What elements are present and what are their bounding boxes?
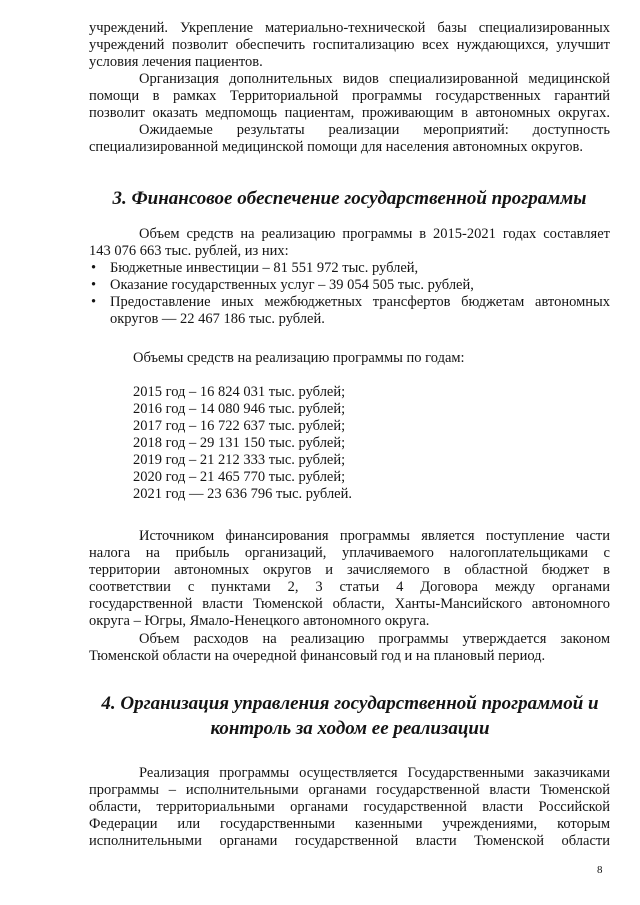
section-4-paragraph: [89, 765, 610, 850]
text-line: учреждений. Укрепление материально-технической базы специализированных: [89, 20, 610, 36]
section-4-heading-line-2: контроль за ходом ее реализации: [210, 718, 490, 739]
text-line: Тюменской области на очередной финансовый год и на плановый период.: [89, 648, 546, 664]
text-line: Объем расходов на реализацию программы утверждается законом: [139, 631, 610, 647]
text-line: исполнительными органами государственной власти Тюменской области: [89, 833, 610, 849]
total-funding-paragraph: [89, 226, 610, 260]
funding-source-paragraph: [89, 528, 610, 630]
list-item: • Оказание государственных услуг – 39 054 505 тыс. рублей,: [91, 277, 474, 293]
text-line: учреждений позволит обеспечить госпитализацию всех нуждающихся, улучшит: [89, 37, 610, 53]
text-line: Федерации или государственными казенными учреждениями, которым: [89, 816, 610, 832]
text-line: территории автономных округов и зачисляемого в областной бюджет в: [89, 562, 610, 578]
funding-bullet-list: [89, 260, 610, 328]
text-line: позволит оказать медпомощь пациентам, проживающим в автономных округах.: [89, 105, 610, 121]
text-line: условия лечения пациентов.: [89, 54, 263, 70]
year-item: 2021 год — 23 636 796 тыс. рублей.: [133, 486, 353, 502]
year-item: 2020 год – 21 465 770 тыс. рублей;: [133, 469, 346, 485]
year-item: 2016 год – 14 080 946 тыс. рублей;: [133, 401, 346, 417]
text-line: Объем средств на реализацию программы в 2015-2021 годах составляет: [139, 226, 610, 242]
text-line: программы – исполнительными органами государственной власти Тюменской: [89, 782, 610, 798]
text-line: соответствии с пунктами 2, 3 статьи 4 Договора между органами: [89, 579, 610, 595]
intro-paragraph: [89, 20, 610, 71]
text-line: Реализация программы осуществляется Государственными заказчиками: [139, 765, 610, 781]
bullet-icon: •: [91, 294, 97, 310]
section-3-heading: 3. Финансовое обеспечение государственной программы: [112, 188, 587, 209]
year-item: 2015 год – 16 824 031 тыс. рублей;: [133, 384, 346, 400]
text-line: округа – Югры, Ямало-Ненецкого автономного округа.: [89, 613, 430, 629]
text-line: Источником финансирования программы является поступление части: [139, 528, 610, 544]
text-line: области, территориальными органами государственной власти Российской: [89, 799, 610, 815]
list-item: • Бюджетные инвестиции – 81 551 972 тыс. рублей,: [91, 260, 419, 276]
section-4-heading-line-1: 4. Организация управления государственной программой и: [101, 693, 599, 714]
list-item: • Предоставление иных межбюджетных трансфертов бюджетам автономных округов — 22 467 186 тыс. рублей.: [91, 294, 610, 327]
text-line: Ожидаемые результаты реализации мероприятий: доступность: [139, 122, 610, 138]
bullet-icon: •: [91, 277, 97, 293]
year-item: 2017 год – 16 722 637 тыс. рублей;: [133, 418, 346, 434]
year-item: 2019 год – 21 212 333 тыс. рублей;: [133, 452, 346, 468]
bullet-icon: •: [91, 260, 97, 276]
organization-paragraph: [89, 71, 610, 122]
approval-paragraph: [89, 631, 610, 665]
year-item: 2018 год – 29 131 150 тыс. рублей;: [133, 435, 346, 451]
expected-results-paragraph: [89, 122, 610, 156]
text-line: государственной власти Тюменской области, Ханты-Мансийского автономного: [89, 596, 610, 612]
text-line: Организация дополнительных видов специализированной медицинской: [139, 71, 610, 87]
years-list: [133, 384, 352, 503]
by-years-title: Объемы средств на реализацию программы по годам:: [133, 350, 465, 366]
text-line: налога на прибыль организаций, уплачиваемого налогоплательщиками с: [89, 545, 610, 561]
text-line: помощи в рамках Территориальной программы государственных гарантий: [89, 88, 610, 104]
page-number: 8: [597, 864, 603, 876]
text-line: специализированной медицинской помощи для населения автономных округов.: [89, 139, 584, 155]
text-line: 143 076 663 тыс. рублей, из них:: [89, 243, 289, 259]
